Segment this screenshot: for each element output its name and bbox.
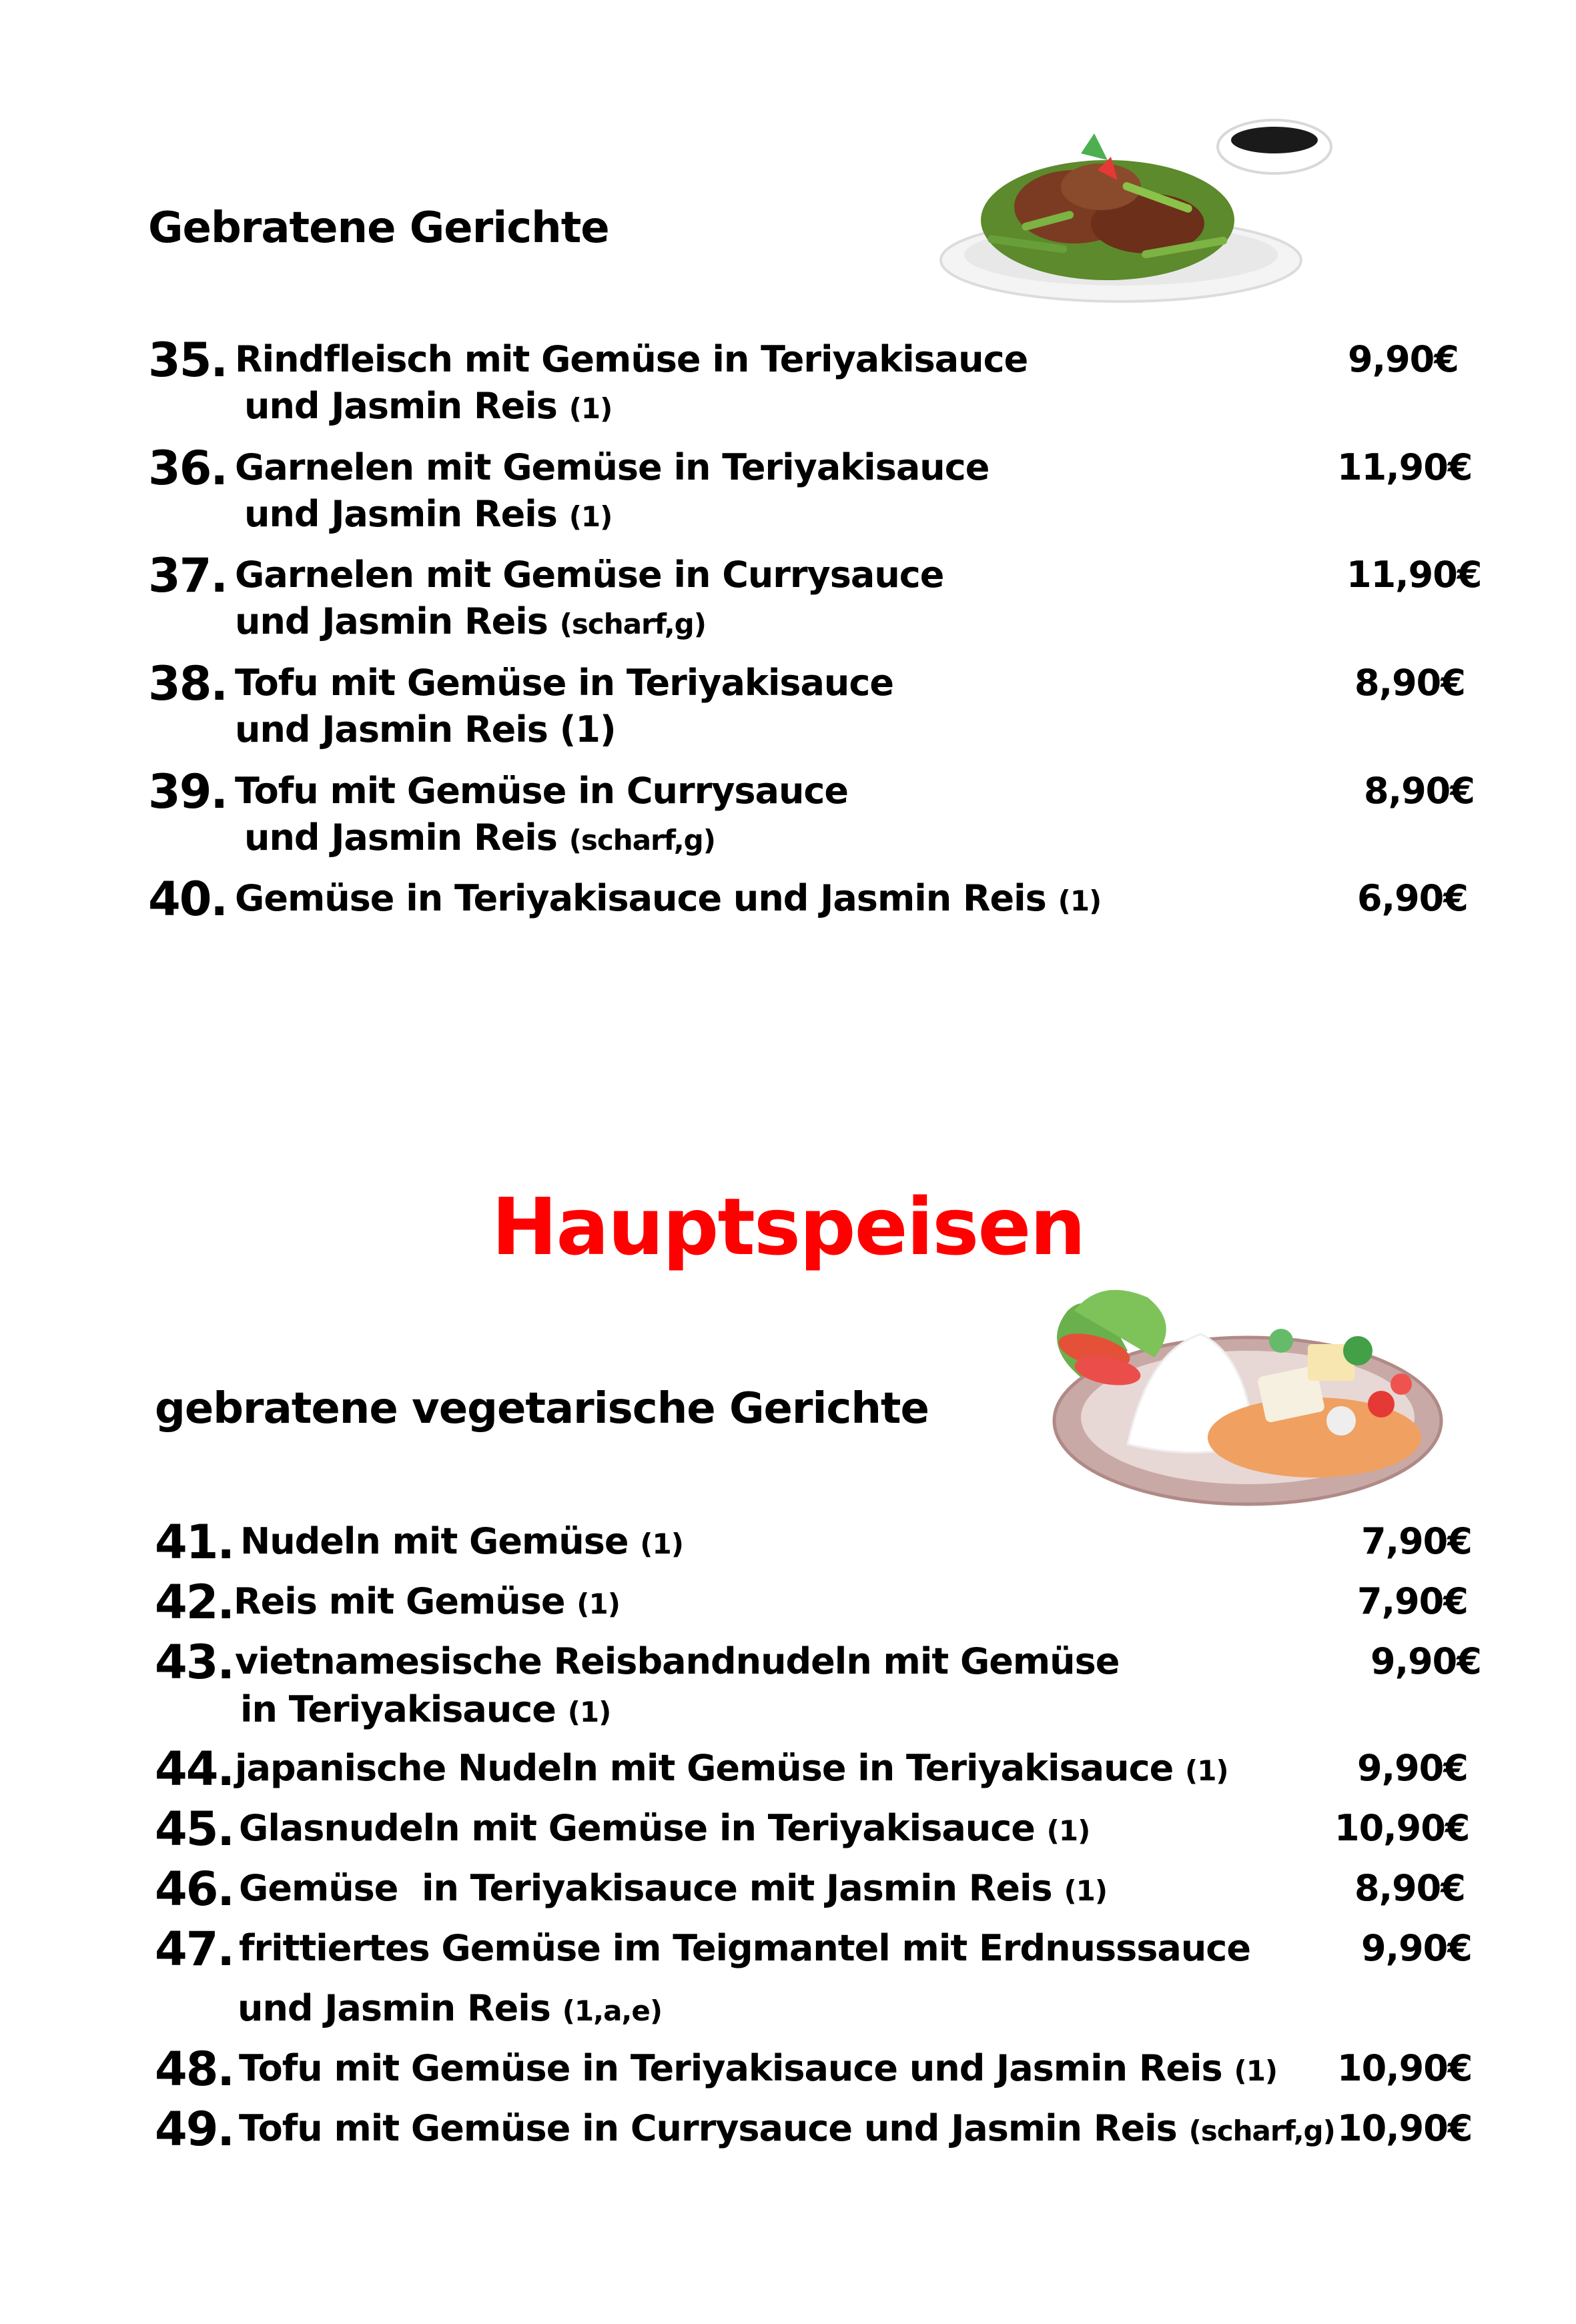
item-price: 11,90€ [1337, 446, 1473, 488]
item-name [240, 1520, 683, 1562]
item-name [239, 2047, 1278, 2089]
item-number: 36. [148, 441, 228, 496]
item-name: vietnamesische Reisbandnudeln mit Gemüse [235, 1640, 1120, 1682]
item-price: 7,90€ [1361, 1520, 1472, 1562]
item-note: (1) [576, 1588, 620, 1620]
item-note: (1) [568, 392, 613, 425]
item-number: 45. [155, 1802, 234, 1856]
item-price: 9,90€ [1361, 1927, 1472, 1969]
item-number: 41. [155, 1515, 234, 1570]
item-name-line2 [238, 1987, 663, 2029]
item-note: (1) [1234, 2055, 1278, 2087]
item-number: 42. [155, 1575, 234, 1630]
item-name-line2 [235, 708, 616, 750]
item-number: 48. [155, 2042, 234, 2097]
item-number: 40. [148, 872, 228, 927]
item-name: Garnelen mit Gemüse in Currysauce [235, 554, 944, 596]
item-price: 10,90€ [1334, 1807, 1470, 1849]
item-name-text: Tofu mit Gemüse in Currysauce und Jasmin Reis [239, 2107, 1177, 2149]
item-name-line2 [244, 385, 613, 427]
item-name [234, 1580, 620, 1622]
item-name-cont: und Jasmin Reis [244, 816, 557, 858]
item-price: 7,90€ [1357, 1580, 1468, 1622]
item-number: 37. [148, 548, 228, 603]
item-name-cont: und Jasmin Reis (1) [235, 708, 616, 750]
item-name-cont: und Jasmin Reis [244, 493, 557, 535]
item-price: 8,90€ [1354, 1867, 1465, 1909]
item-number: 49. [155, 2102, 234, 2157]
item-name-cont: und Jasmin Reis [244, 385, 557, 427]
item-number: 39. [148, 764, 228, 819]
item-name [239, 2107, 1335, 2149]
item-name-line2 [244, 816, 715, 858]
item-name-text: Nudeln mit Gemüse [240, 1520, 629, 1562]
item-name: Tofu mit Gemüse in Currysauce [235, 770, 849, 812]
item-note: (1) [1058, 885, 1102, 917]
item-name-cont: und Jasmin Reis [238, 1987, 550, 2029]
item-name-text: Reis mit Gemüse [234, 1580, 565, 1622]
item-name [235, 877, 1102, 919]
section-title-gebratene: Gebratene Gerichte [148, 203, 609, 253]
item-price: 10,90€ [1337, 2107, 1473, 2149]
item-name-cont: und Jasmin Reis [235, 600, 548, 642]
item-name-text: Gemüse in Teriyakisauce mit Jasmin Reis [239, 1867, 1052, 1909]
item-name [235, 1747, 1228, 1789]
item-name-text: Glasnudeln mit Gemüse in Teriyakisauce [239, 1807, 1035, 1849]
item-price: 8,90€ [1364, 770, 1475, 812]
item-price: 10,90€ [1337, 2047, 1473, 2089]
rice-vegetable-plate-icon [994, 1271, 1455, 1518]
item-name-line2 [244, 493, 613, 535]
item-name-text: japanische Nudeln mit Gemüse in Teriyakisauce [235, 1747, 1174, 1789]
item-note: (scharf,g) [568, 824, 715, 856]
beef-stir-fry-plate-icon [927, 107, 1361, 320]
item-name-text: Gemüse in Teriyakisauce und Jasmin Reis [235, 877, 1046, 919]
item-name: Garnelen mit Gemüse in Teriyakisauce [235, 446, 990, 488]
section-title-vegetarisch: gebratene vegetarische Gerichte [155, 1384, 929, 1433]
item-number: 44. [155, 1742, 234, 1796]
item-name-line2 [235, 600, 706, 642]
item-number: 47. [155, 1922, 234, 1976]
item-price: 9,90€ [1357, 1747, 1468, 1789]
item-number: 35. [148, 333, 228, 388]
item-number: 38. [148, 656, 228, 711]
item-name-cont: in Teriyakisauce [240, 1688, 556, 1730]
item-name: Rindfleisch mit Gemüse in Teriyakisauce [235, 338, 1028, 380]
item-name: Tofu mit Gemüse in Teriyakisauce [235, 662, 894, 704]
item-note: (1,a,e) [562, 1994, 663, 2027]
item-price: 6,90€ [1357, 877, 1468, 919]
item-name [239, 1867, 1108, 1909]
item-price: 8,90€ [1354, 662, 1465, 704]
main-title: Hauptspeisen [491, 1181, 1085, 1273]
item-price: 9,90€ [1370, 1640, 1481, 1682]
item-note: (1) [1046, 1814, 1090, 1847]
item-price: 11,90€ [1346, 554, 1482, 596]
item-note: (scharf,g) [559, 608, 706, 640]
item-name: frittiertes Gemüse im Teigmantel mit Erdnusssauce [239, 1927, 1250, 1969]
item-note: (1) [567, 1696, 611, 1728]
item-number: 46. [155, 1862, 234, 1916]
item-note: (scharf,g) [1188, 2115, 1335, 2147]
item-note: (1) [1185, 1754, 1228, 1787]
item-note: (1) [568, 500, 613, 533]
item-name-line2 [240, 1688, 611, 1730]
item-name-text: Tofu mit Gemüse in Teriyakisauce und Jasmin Reis [239, 2047, 1222, 2089]
item-note: (1) [1064, 1874, 1108, 1907]
item-number: 43. [155, 1635, 234, 1690]
item-note: (1) [640, 1528, 683, 1560]
item-name [239, 1807, 1090, 1849]
item-price: 9,90€ [1348, 338, 1459, 380]
